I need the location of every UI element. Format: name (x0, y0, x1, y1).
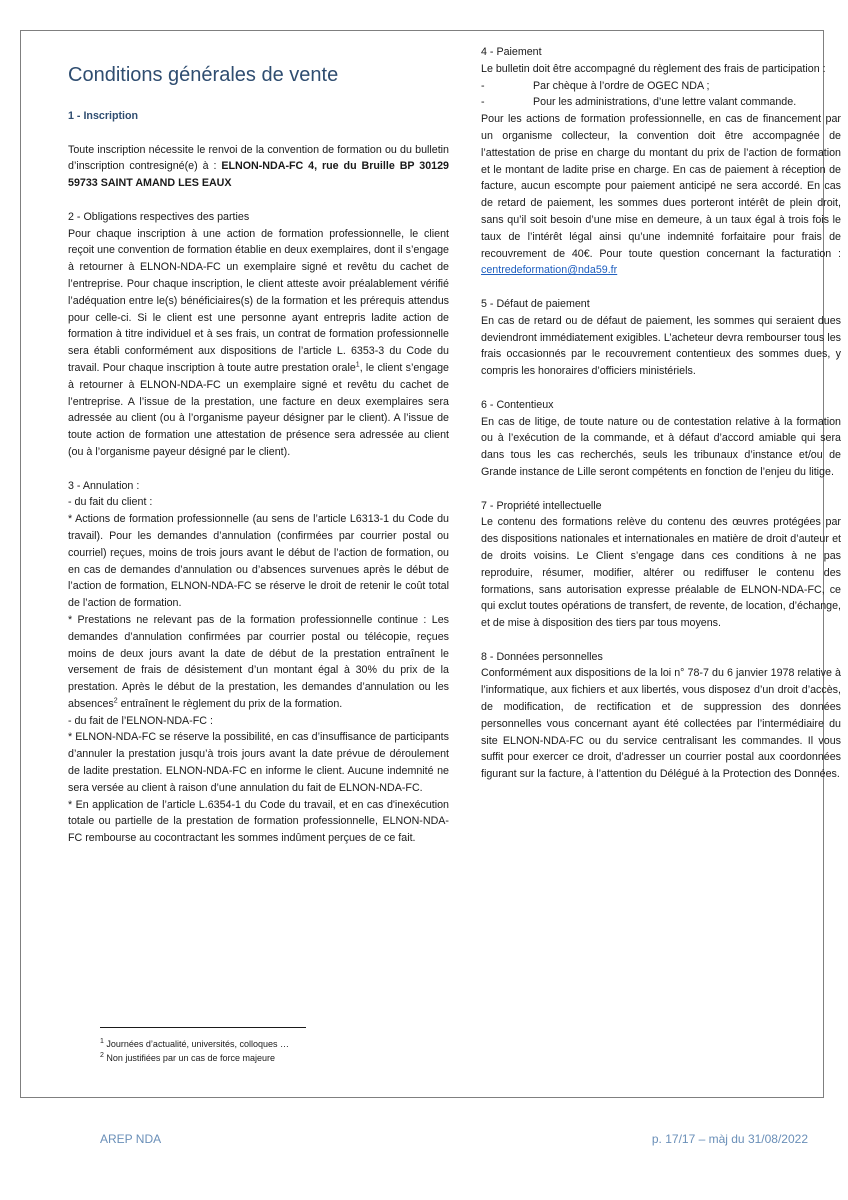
footer-page-info: p. 17/17 – màj du 31/08/2022 (651, 1132, 808, 1146)
section-obligations-text (68, 226, 449, 461)
section-defaut-title: 5 - Défaut de paiement (481, 297, 590, 310)
footnote-2-mark: 2 (100, 1052, 104, 1059)
obligations-text-a: Pour chaque inscription à une action de formation professionnelle, le client reçoit une convention de formation établie en deux exemplaires, dont il s’engage à retourner à ELNON-NDA-FC un exemplaire signé et revêtu du cachet de l’entreprise. Pour chaque inscription, le client atteste avoir préalablement vérifié l’adéquation entre le(s) bénéficiaires(s) de la formation et les prérequis attendus pour celle-ci. Si le client est une personne ayant entrepris ladite action de formation à titre individuel et à ses frais, un contrat de formation professionnelle sera établi conformément aux dispositions de l’article L. 6353-3 du Code du travail. Pour chaque inscription à toute autre prestation orale (68, 227, 449, 374)
annulation-prestations-a: * Prestations ne relevant pas de la formation professionnelle continue : Les demandes d’annulation confirmées par courrier postal ou télécopie, reçues moins de deux jours avant la date de début de la prestation entraînent le versement de frais de désistement d’un montant égal à 30% du prix de la prestation. Après le début de la prestation, les demandes d’annulation ou les absences (68, 613, 449, 710)
section-paiement-title: 4 - Paiement (481, 46, 542, 58)
paiement-item-admin: - Pour les administrations, d’une lettre valant commande. (481, 94, 841, 111)
paiement-item-cheque: - Par chèque à l’ordre de OGEC NDA ; (481, 78, 841, 95)
left-column (68, 108, 449, 847)
section-inscription-title: 1 - Inscription (68, 110, 139, 122)
inscription-address: ELNON-NDA-FC 4, rue du Bruille BP 30129 59733 SAINT AMAND LES EAUX (68, 160, 449, 190)
footnote-2 (100, 1051, 289, 1065)
email-link[interactable]: centredeformation@nda59.fr (481, 264, 618, 277)
section-obligations-title: 2 - Obligations respectives des parties (68, 210, 250, 223)
section-inscription-text (68, 142, 449, 192)
annulation-org-subtitle: - du fait de l’ELNON-NDA-FC : (68, 714, 213, 727)
section-contentieux-title: 6 - Contentieux (481, 398, 554, 411)
contentieux-text: En cas de litige, de toute nature ou de contestation relative à la formation ou à l’exécution de la commande, et à défaut d’accord amiable qui sera dans tous les cas recherchés, seuls les tribunaux d’instance et/ou de Grande instance de Lille seront compétents en fonction de l’enjeu du litige. (481, 415, 841, 478)
footnote-rule (100, 1027, 306, 1028)
section-annulation-title: 3 - Annulation : (68, 479, 140, 492)
footer-organization: AREP NDA (100, 1132, 162, 1146)
donnees-text: Conformément aux dispositions de la loi n° 78-7 du 6 janvier 1978 relative à l’informatique, aux fichiers et aux libertés, vous disposez d’un droit d’accès, de modification, de rectification et de suppression des données personnelles vous concernant ayant été collectées par l’intermédiaire du site ELNON-NDA-FC ou du service centralisant les commandes. Il vous suffit pour exercer ce droit, d’adresser un courrier postal aux coordonnées figurant sur la facture, à l’attention du Délégué à la Protection des Données. (481, 667, 841, 781)
footnote-ref-2: 2 (113, 697, 118, 705)
propriete-text: Le contenu des formations relève du contenu des œuvres protégées par des dispositions nationales et internationales en matière de droit d’auteur et de droits voisins. Le Client s’engage dans ces conditions à ne pas reproduire, résumer, modifier, altérer ou rediffuser le contenu des formations, sans autorisation expresse préalable de ELNON-NDA-FC, ce qui exclut toutes opérations de transfert, de revente, de location, d’échange, et de mise à disposition des tiers par tous moyens. (481, 516, 841, 630)
section-donnees-title: 8 - Données personnelles (481, 650, 603, 663)
footnote-2-text: Non justifiées par un cas de force majeure (103, 1053, 275, 1063)
right-column (481, 44, 841, 783)
annulation-remboursement: * En application de l’article L.6354-1 du Code du travail, et en cas d'inexécution totale ou partielle de la prestation de formation professionnelle, ELNON-NDA-FC rembourse au cocontractant les sommes indûment perçues de ce fait. (68, 798, 449, 845)
page-title: Conditions générales de vente (68, 64, 339, 86)
paiement-text (481, 111, 841, 279)
paiement-intro: Le bulletin doit être accompagné du règlement des frais de participation : (481, 62, 826, 75)
footnote-1-text: Journées d’actualité, universités, colloques … (103, 1039, 290, 1049)
paiement-item-admin-text: Pour les administrations, d’une lettre valant commande. (533, 96, 797, 109)
inscription-text: Toute inscription nécessite le renvoi de la convention de formation ou du bulletin d’inscription contresigné(e) à : (68, 143, 449, 173)
footnote-1-mark: 1 (100, 1038, 104, 1045)
footnote-1 (100, 1037, 289, 1051)
annulation-client-subtitle: - du fait du client : (68, 496, 153, 509)
paiement-item-cheque-text: Par chèque à l’ordre de OGEC NDA ; (533, 79, 710, 92)
footnote-ref-1: 1 (355, 361, 360, 369)
section-propriete-title: 7 - Propriété intellectuelle (481, 499, 602, 512)
annulation-formation-pro: * Actions de formation professionnelle (au sens de l’article L6313-1 du Code du travail). Pour les demandes d’annulation (confirmées par courrier postal ou courriel) reçues, moins de trois jours avant le début de l’action de formation, ou en cas de demandes d’annulation ou d’absences survenues après le début de l’action de formation, ELNON-NDA-FC se réserve le droit de retenir le coût total de l’action de formation. (68, 513, 449, 610)
obligations-text-b: , le client s’engage à retourner à ELNON-NDA-FC un exemplaire signé et revêtu du cachet de l’entreprise. A l’issue de la prestation, une facture en deux exemplaires sera adressée au client (ou à l’organisme payeur désigner par le client). A l’issue de toute action de formation une attestation de présence sera adressée au client (ou à l’organisme payeur désigné par le client). (68, 361, 449, 458)
annulation-prestations-b: entraînent le règlement du prix de la formation. (117, 697, 343, 710)
defaut-text: En cas de retard ou de défaut de paiement, les sommes qui seraient dues deviendront immédiatement exigibles. L’acheteur devra rembourser tous les frais occasionnés par le recouvrement contentieux des sommes dues, y compris les honoraires d’officiers ministériels. (481, 314, 841, 378)
footnotes (100, 1037, 289, 1065)
annulation-prestations (68, 612, 449, 713)
annulation-org-text: * ELNON-NDA-FC se réserve la possibilité, en cas d’insuffisance de participants d’annuler la prestation jusqu’à trois jours avant la date prévue de déroulement de ladite prestation. ELNON-NDA-FC en informe le client. Aucune indemnité ne sera versée au client à raison d’une annulation du fait de ELNON-NDA-FC. (68, 731, 449, 794)
paiement-body: Pour les actions de formation professionnelle, en cas de financement par un organisme collecteur, la convention doit être accompagnée de l’attestation de prise en charge du montant du prix de l’action de formation et le montant de ladite prise en charge. En cas de paiement à réception de facture, aucun escompte pour paiement anticipé ne sera accordé. En cas de retard de paiement, les sommes dues porteront intérêt de plein droit, sans qu’il soit besoin d’une mise en demeure, à un taux égal à trois fois le taux de l’intérêt légal ainsi qu’une indemnité forfaitaire pour frais de recouvrement de 40€. Pour toute question concernant la facturation : (481, 113, 841, 260)
